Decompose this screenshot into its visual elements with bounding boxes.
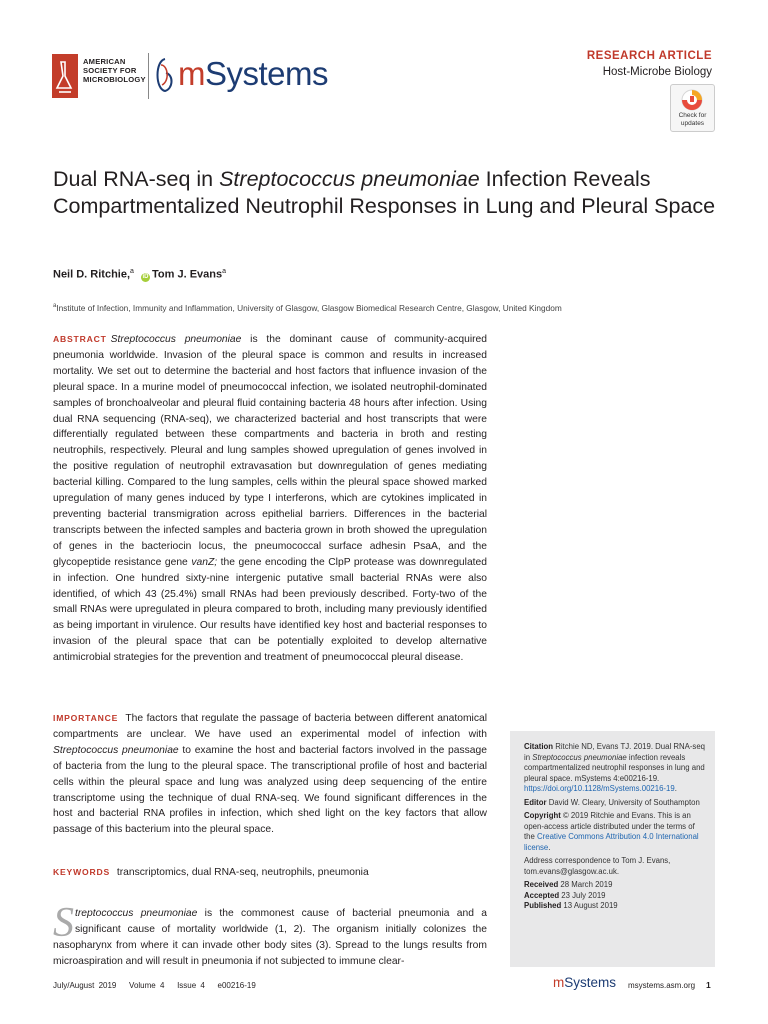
abstract-heading: ABSTRACT	[53, 334, 107, 344]
logo-divider	[148, 53, 149, 99]
author-list: Neil D. Ritchie,$^a$ iD Tom J. Evans$^a$	[53, 268, 227, 281]
editor-info: Editor David W. Cleary, University of Southampton	[524, 797, 700, 807]
footer-journal-logo: mSystems	[553, 975, 617, 990]
keywords-section: KEYWORDS transcriptomics, dual RNA-seq, neutrophils, pneumonia	[53, 867, 369, 878]
footer-issue-info: July/August 2019 Volume 4 Issue 4 e00216-19	[53, 981, 256, 990]
introduction-paragraph: Streptococcus pneumoniae is the commonest cause of bacterial pneumonia and a significant cause of mortality worldwide (1, 2). The organism initially colonizes the nasopharynx from where it can invade other body sites (3). Spread to the lungs results from microaspiration and will result in pneumonia if not subjected to immune clear-	[53, 900, 487, 967]
citation-sidebar	[510, 731, 715, 967]
journal-logo-area	[52, 52, 329, 102]
keywords-heading: KEYWORDS	[53, 867, 111, 877]
orcid-icon[interactable]: iD	[142, 273, 149, 280]
author-name[interactable]: Tom J. Evans	[152, 268, 223, 281]
abstract-section: ABSTRACT Streptococcus pneumoniae is the dominant cause of community-acquired pneumonia worldwide. Invasion of the pleural space is common and results in increased mortality. We set out to determine the bacterial and host factors that influence invasion of the pleural space. In a murine model of pneumococcal infection, we isolated neutrophil-dominated samples of bronchoalveolar and pleural fluid containing bacteria 48 hours after infection. Using dual RNA sequencing (RNA-seq), we characterized bacterial and host transcripts that were differentially regulated between these compartments and bacteria in broth and resting neutrophils, respectively. Pleural and lung samples showed upregulation of genes involved in the positive regulation of neutrophil extravasation but downregulation of genes mediating bacterial killing. Compared to the lung samples, cells within the pleural space showed marked upregulation of many genes induced by type I interferons, which are cytokines implicated in preventing bacterial transmigration across epithelial barriers. Differences in the bacterial transcripts between the infected samples and bacteria grown in broth showed the upregulation of genes in the bacteriocin locus, the pneumococcal surface adhesin PsaA, and the glycopeptide resistance gene vanZ; the gene encoding the ClpP protease was downregulated in infection. One hundred sixty-nine intergenic putative small bacterial RNAs were also identified, of which 43 (25.4%) small RNAs had been previously described. Forty-two of the small RNAs were upregulated in pleura compared to broth, including many previously identified as being important in virulence. Our results have identified key host and bacterial responses to invasion of the pleural space that can be potentially exploited to develop alternative antimicrobial strategies for the prevention and treatment of pneumococcal pleural disease.	[53, 334, 487, 664]
received-date: Received 28 March 2019	[524, 880, 613, 889]
affiliation: $^a$Institute of Infection, Immunity and Inflammation, University of Glasgow, Glasgow Biomedical Research Centre, Glasgow, United Kingdom	[53, 303, 562, 313]
correspondence-info: Address correspondence to Tom J. Evans, tom.evans@glasgow.ac.uk.	[524, 856, 671, 876]
asm-logo-icon	[52, 54, 78, 98]
author-name[interactable]: Neil D. Ritchie,	[53, 268, 131, 281]
license-link[interactable]: Creative Commons Attribution 4.0 International license	[524, 832, 699, 852]
accepted-date: Accepted 23 July 2019	[524, 890, 606, 900]
check-updates-label: Check for updates	[678, 112, 707, 127]
published-date: Published 13 August 2019	[524, 901, 618, 910]
doi-link[interactable]: https://doi.org/10.1128/mSystems.00216-19	[524, 784, 675, 793]
importance-heading: IMPORTANCE	[53, 713, 119, 723]
check-updates-icon	[681, 89, 703, 111]
article-category-label: Host-Microbe Biology	[602, 66, 712, 78]
article-type-label: RESEARCH ARTICLE	[586, 50, 712, 62]
citation-info: Citation Ritchie ND, Evans TJ. 2019. Dual RNA-seq in Streptococcus pneumoniae infection reveals compartmentalized neutrophil responses in lung and pleural space. mSystems 4:e00216-19. https://doi.org/10.1128/mSystems.00216-19.	[524, 742, 705, 793]
journal-logo-text: mSystems	[178, 55, 329, 92]
asm-logo-text: AMERICAN SOCIETY FOR MICROBIOLOGY	[83, 57, 146, 84]
check-for-updates-badge[interactable]	[670, 84, 715, 132]
msystems-swirl-icon	[152, 55, 178, 95]
page-number: 1	[706, 980, 711, 990]
copyright-info: Copyright © 2019 Ritchie and Evans. This is an open-access article distributed under the terms of the Creative Commons Attribution 4.0 International license.	[524, 811, 699, 852]
drop-cap: S	[53, 900, 74, 946]
footer-journal-url[interactable]: msystems.asm.org	[628, 981, 696, 990]
article-title: Dual RNA-seq in Streptococcus pneumoniae Infection Reveals Compartmentalized Neutrophil Responses in Lung and Pleural Space	[53, 167, 716, 218]
importance-section: IMPORTANCE The factors that regulate the passage of bacteria between different anatomical compartments are unclear. We have used an experimental model of infection with Streptococcus pneumoniae to examine the host and bacterial factors involved in the passage of bacteria from the lung to the pleural space. The transcriptional profile of host and bacterial cells within the pleural space and lung was analyzed using deep sequencing of the entire transcriptome using the technique of dual RNA-seq. We found significant differences in the host and bacterial RNA profiles in infection, which shed light on the key factors that allow passage of this bacterium into the pleural space.	[53, 713, 487, 836]
